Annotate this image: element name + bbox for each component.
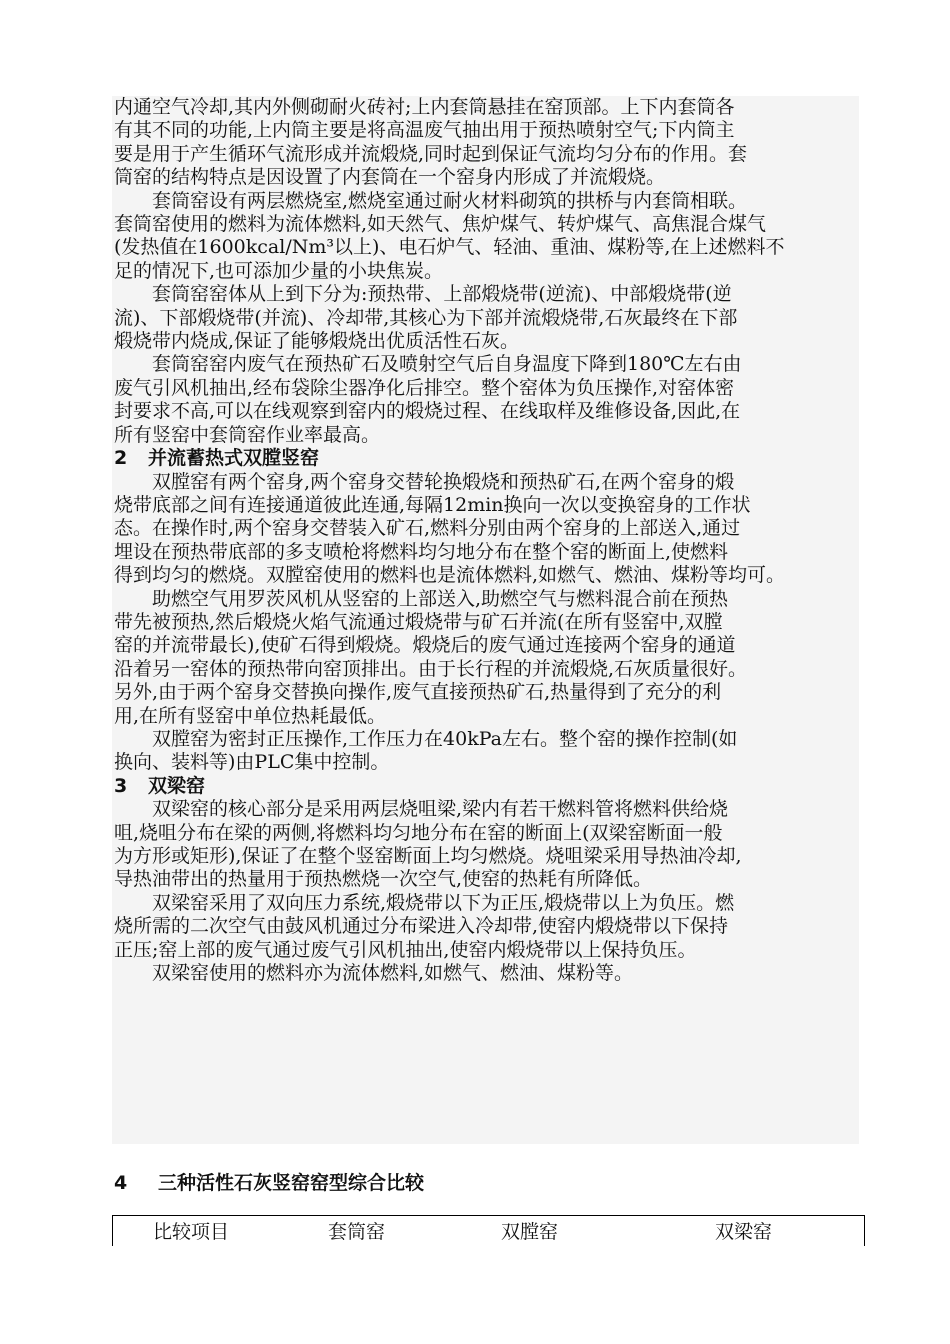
paragraph: 双梁窑使用的燃料亦为流体燃料,如燃气、燃油、煤粉等。	[152, 962, 634, 985]
section-title: 双梁窑	[148, 774, 206, 797]
section-title: 三种活性石灰竖窑窑型综合比较	[158, 1172, 425, 1194]
comparison-table	[112, 1215, 865, 1246]
table-header-sleeve-kiln: 套筒窑	[328, 1221, 386, 1243]
table-header-double-beam-kiln: 双梁窑	[715, 1221, 773, 1243]
paragraph: 双膛窑有两个窑身,两个窑身交替轮换煅烧和预热矿石,在两个窑身的煅 烧带底部之间有连接通道彼此连通,每隔12min换向一次以变换窑身的工作状 态。在操作时,两个窑身交替装入矿石,燃料分别由两个窑身的上部送入,通过 埋设在预热带底部的多支喷枪将燃料均匀地分布在整个窑的断面上,使燃料 得到均匀的燃烧。双膛窑使用的燃料也是流体燃料,如燃气、燃油、煤粉等均可。	[114, 470, 786, 587]
paragraph: 内通空气冷却,其内外侧砌耐火砖衬;上内套筒悬挂在窑顶部。上下内套筒各 有其不同的功能,上内筒主要是将高温废气抽出用于预热喷射空气;下内筒主 要是用于产生循环气流形成并流煅烧,同时起到保证气流均匀分布的作用。套 筒窑的结构特点是因设置了内套筒在一个窑身内形成了并流煅烧。	[114, 96, 748, 189]
paragraph: 套筒窑设有两层燃烧室,燃烧室通过耐火材料砌筑的拱桥与内套筒相联。 套筒窑使用的燃料为流体燃料,如天然气、焦炉煤气、转炉煤气、高焦混合煤气 (发热值在1600kcal/Nm³以上)、电石炉气、轻油、重油、煤粉等,在上述燃料不 足的情况下,也可添加少量的小块焦炭。	[114, 189, 785, 282]
paragraph: 双梁窑采用了双向压力系统,煅烧带以下为正压,煅烧带以上为负压。燃 烧所需的二次空气由鼓风机通过分布梁进入冷却带,使窑内煅烧带以下保持 正压;窑上部的废气通过废气引风机抽出,使窑内煅烧带以上保持负压。	[114, 891, 735, 961]
section-number: 4	[114, 1172, 128, 1194]
section-number: 2	[114, 447, 128, 470]
section-number: 3	[114, 774, 128, 797]
paragraph: 套筒窑窑内废气在预热矿石及喷射空气后自身温度下降到180℃左右由 废气引风机抽出,经布袋除尘器净化后排空。整个窑体为负压操作,对窑体密 封要求不高,可以在线观察到窑内的煅烧过程、在线取样及维修设备,因此,在 所有竖窑中套筒窑作业率最高。	[114, 353, 742, 446]
paragraph: 套筒窑窑体从上到下分为:预热带、上部煅烧带(逆流)、中部煅烧带(逆 流)、下部煅烧带(并流)、冷却带,其核心为下部并流煅烧带,石灰最终在下部 煅烧带内烧成,保证了能够煅烧出优质活性石灰。	[114, 283, 738, 353]
table-header-twin-shaft-kiln: 双膛窑	[501, 1221, 559, 1243]
section-title: 并流蓄热式双膛竖窑	[148, 447, 320, 470]
table-header-item: 比较项目	[153, 1221, 230, 1243]
section-heading	[114, 775, 874, 798]
paragraph: 助燃空气用罗茨风机从竖窑的上部送入,助燃空气与燃料混合前在预热 带先被预热,然后煅烧火焰气流通过煅烧带与矿石并流(在所有竖窑中,双膛 窑的并流带最长),使矿石得到煅烧。煅烧后的废气通过连接两个窑身的通道 沿着另一窑体的预热带向窑顶排出。由于长行程的并流煅烧,石灰质量很好。 另外,由于两个窑身交替换向操作,废气直接预热矿石,热量得到了充分的利 用,在所有竖窑中单位热耗最低。	[114, 587, 748, 727]
section-4-heading	[114, 1168, 424, 1195]
paragraph: 双梁窑的核心部分是采用两层烧咀梁,梁内有若干燃料管将燃料供给烧 咀,烧咀分布在梁的两侧,将燃料均匀地分布在窑的断面上(双梁窑断面一般 为方形或矩形),保证了在整个竖窑断面上均匀燃烧。烧咀梁采用导热油冷却, 导热油带出的热量用于预热燃烧一次空气,使窑的热耗有所降低。	[114, 798, 742, 891]
section-heading	[114, 447, 874, 470]
document-body	[114, 96, 874, 985]
paragraph: 双膛窑为密封正压操作,工作压力在40kPa左右。整个窑的操作控制(如 换向、装料等)由PLC集中控制。	[114, 727, 738, 774]
